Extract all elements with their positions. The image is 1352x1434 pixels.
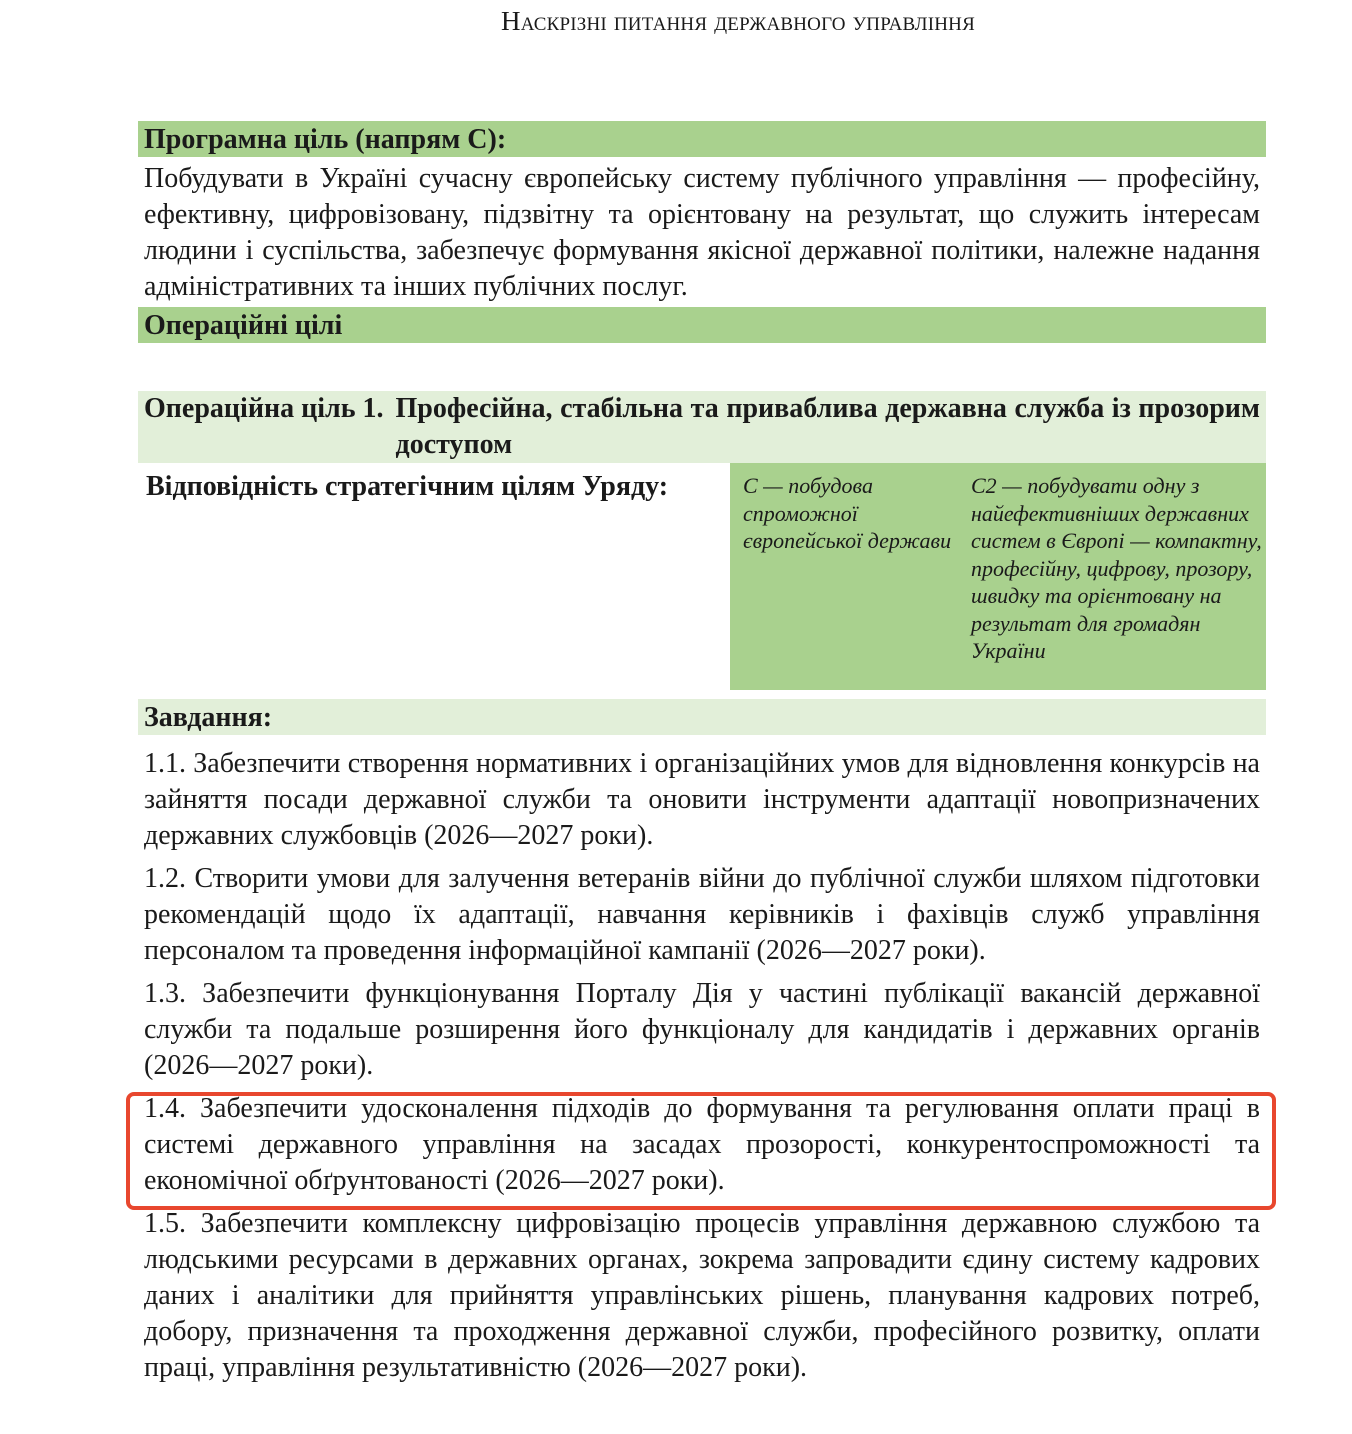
task-item-1-3: 1.3. Забезпечити функціонування Порталу Дія у частині публікації вакансій державної служби та подальше розширення його функціоналу для кандидатів і державних органів (2026—2027 роки).: [144, 978, 1260, 1081]
task-item-1-4: 1.4. Забезпечити удосконалення підходів до формування та регулювання оплати праці в системі державного управління на засадах прозорості, конкурентоспроможності та економічної обґрунтованості (2026—2027 роки).: [144, 1093, 1260, 1196]
operational-goal-1-title: Професійна, стабільна та приваблива державна служба із прозорим доступом: [395, 393, 1260, 460]
operational-goal-1-heading: [138, 391, 1266, 463]
operational-goals-heading: Операційні цілі: [138, 307, 1266, 343]
government-goals-row: [138, 463, 1266, 690]
operational-goal-1-lead: Операційна ціль 1.: [144, 393, 384, 424]
task-item-1-1: 1.1. Забезпечити створення нормативних і організаційних умов для відновлення конкурсів на зайняття посади державної служби та оновити інструменти адаптації новопризначених державних службовців (2026—2027 роки).: [144, 748, 1260, 851]
task-1-4-highlight: [126, 1092, 1276, 1210]
government-goal-c2: С2 — побудувати одну з найефективніших державних систем в Європі — компактну, професійну, цифрову, прозору, швидку та орієнтовану на результат для громадян України: [958, 463, 1266, 690]
task-item-1-2: 1.2. Створити умови для залучення ветеранів війни до публічної служби шляхом підготовки рекомендацій щодо їх адаптації, навчання керівників і фахівців служб управління персоналом та проведення інформаційної кампанії (2026—2027 роки).: [144, 863, 1260, 966]
government-goals-label: Відповідність стратегічним цілям Уряду:: [146, 471, 669, 502]
tasks-heading: Завдання:: [138, 699, 1266, 735]
task-item-1-5: 1.5. Забезпечити комплексну цифровізацію процесів управління державною службою та людськими ресурсами в державних органах, зокрема запровадити єдину систему кадрових даних і аналітики для прийняття управлінських рішень, планування кадрових потреб, добору, призначення та проходження державної служби, професійного розвитку, оплати праці, управління результативністю (2026—2027 роки).: [144, 1208, 1260, 1383]
page-header: Наскрізні питання державного управління: [501, 6, 975, 36]
government-goal-c: С — побудова спроможної європейської держави: [730, 463, 958, 690]
program-goal-heading: Програмна ціль (напрям С):: [138, 121, 1266, 157]
program-goal-text: Побудувати в Україні сучасну європейську систему публічного управління — професійну, ефективну, цифровізовану, підзвітну та орієнтовану на результат, що служить інтересам людини і суспільства, забезпечує формування якісної державної політики, належне надання адміністративних та інших публічних послуг.: [144, 163, 1260, 302]
